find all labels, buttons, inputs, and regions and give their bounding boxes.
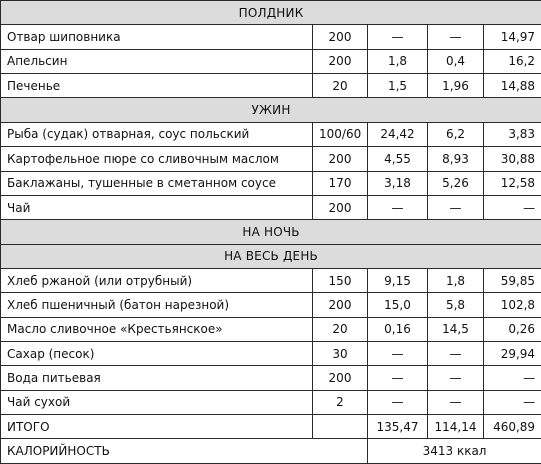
protein-cell: 0,16: [368, 317, 428, 341]
dish-name-cell: Масло сливочное «Крестьянское»: [1, 317, 313, 341]
weight-cell: 100/60: [313, 122, 368, 146]
carbs-cell: 102,8: [484, 293, 541, 317]
dish-name-cell: Апельсин: [1, 49, 313, 73]
section-header: НА НОЧЬ: [1, 220, 541, 244]
dish-name-cell: Вода питьевая: [1, 366, 313, 390]
dish-name-cell: Сахар (песок): [1, 342, 313, 366]
weight-cell: 170: [313, 171, 368, 195]
section-header-row: [1, 220, 541, 244]
section-header: НА ВЕСЬ ДЕНЬ: [1, 244, 541, 268]
fat-cell: 5,8: [428, 293, 484, 317]
protein-cell: 24,42: [368, 122, 428, 146]
table-row: [1, 390, 541, 414]
table-row: [1, 195, 541, 219]
fat-cell: —: [428, 366, 484, 390]
weight-cell: [313, 415, 368, 439]
protein-cell: 1,5: [368, 74, 428, 98]
fat-cell: —: [428, 342, 484, 366]
protein-cell: —: [368, 366, 428, 390]
calories-row: [1, 439, 541, 464]
carbs-cell: —: [484, 390, 541, 414]
fat-cell: 1,8: [428, 268, 484, 292]
fat-cell: 14,5: [428, 317, 484, 341]
table-row: [1, 171, 541, 195]
dish-name-cell: Отвар шиповника: [1, 25, 313, 49]
calories-value: 3413 ккал: [368, 439, 541, 464]
carbs-cell: —: [484, 366, 541, 390]
fat-cell: 1,96: [428, 74, 484, 98]
protein-cell: —: [368, 390, 428, 414]
carbs-cell: 14,88: [484, 74, 541, 98]
table-row: [1, 293, 541, 317]
dish-name-cell: Баклажаны, тушенные в сметанном соусе: [1, 171, 313, 195]
weight-cell: 20: [313, 317, 368, 341]
fat-cell: 114,14: [428, 415, 484, 439]
weight-cell: 200: [313, 293, 368, 317]
table-row: [1, 342, 541, 366]
carbs-cell: 29,94: [484, 342, 541, 366]
weight-cell: 200: [313, 25, 368, 49]
protein-cell: —: [368, 195, 428, 219]
total-row: [1, 415, 541, 439]
dish-name-cell: Печенье: [1, 74, 313, 98]
fat-cell: —: [428, 25, 484, 49]
protein-cell: 4,55: [368, 147, 428, 171]
fat-cell: —: [428, 390, 484, 414]
dish-name-cell: Хлеб ржаной (или отрубный): [1, 268, 313, 292]
protein-cell: 135,47: [368, 415, 428, 439]
weight-cell: 150: [313, 268, 368, 292]
protein-cell: 15,0: [368, 293, 428, 317]
table-row: [1, 268, 541, 292]
protein-cell: 3,18: [368, 171, 428, 195]
carbs-cell: 14,97: [484, 25, 541, 49]
section-header-row: [1, 98, 541, 122]
table-row: [1, 25, 541, 49]
fat-cell: 6,2: [428, 122, 484, 146]
weight-cell: 200: [313, 49, 368, 73]
carbs-cell: 30,88: [484, 147, 541, 171]
dish-name-cell: Хлеб пшеничный (батон нарезной): [1, 293, 313, 317]
section-header: ПОЛДНИК: [1, 1, 541, 25]
table-row: [1, 49, 541, 73]
carbs-cell: 0,26: [484, 317, 541, 341]
dish-name-cell: Чай: [1, 195, 313, 219]
section-header-row: [1, 244, 541, 268]
carbs-cell: —: [484, 195, 541, 219]
carbs-cell: 3,83: [484, 122, 541, 146]
fat-cell: 8,93: [428, 147, 484, 171]
weight-cell: 20: [313, 74, 368, 98]
protein-cell: 9,15: [368, 268, 428, 292]
weight-cell: 30: [313, 342, 368, 366]
carbs-cell: 59,85: [484, 268, 541, 292]
fat-cell: —: [428, 195, 484, 219]
fat-cell: 5,26: [428, 171, 484, 195]
table-row: [1, 317, 541, 341]
protein-cell: —: [368, 342, 428, 366]
nutrition-table-body: [1, 1, 541, 464]
carbs-cell: 460,89: [484, 415, 541, 439]
table-row: [1, 74, 541, 98]
protein-cell: —: [368, 25, 428, 49]
table-row: [1, 122, 541, 146]
table-row: [1, 147, 541, 171]
section-header-row: [1, 1, 541, 25]
carbs-cell: 16,2: [484, 49, 541, 73]
fat-cell: 0,4: [428, 49, 484, 73]
dish-name-cell: ИТОГО: [1, 415, 313, 439]
calories-label: КАЛОРИЙНОСТЬ: [1, 439, 368, 464]
weight-cell: 200: [313, 366, 368, 390]
weight-cell: 2: [313, 390, 368, 414]
weight-cell: 200: [313, 195, 368, 219]
dish-name-cell: Чай сухой: [1, 390, 313, 414]
dish-name-cell: Рыба (судак) отварная, соус польский: [1, 122, 313, 146]
dish-name-cell: Картофельное пюре со сливочным маслом: [1, 147, 313, 171]
protein-cell: 1,8: [368, 49, 428, 73]
carbs-cell: 12,58: [484, 171, 541, 195]
section-header: УЖИН: [1, 98, 541, 122]
table-row: [1, 366, 541, 390]
weight-cell: 200: [313, 147, 368, 171]
